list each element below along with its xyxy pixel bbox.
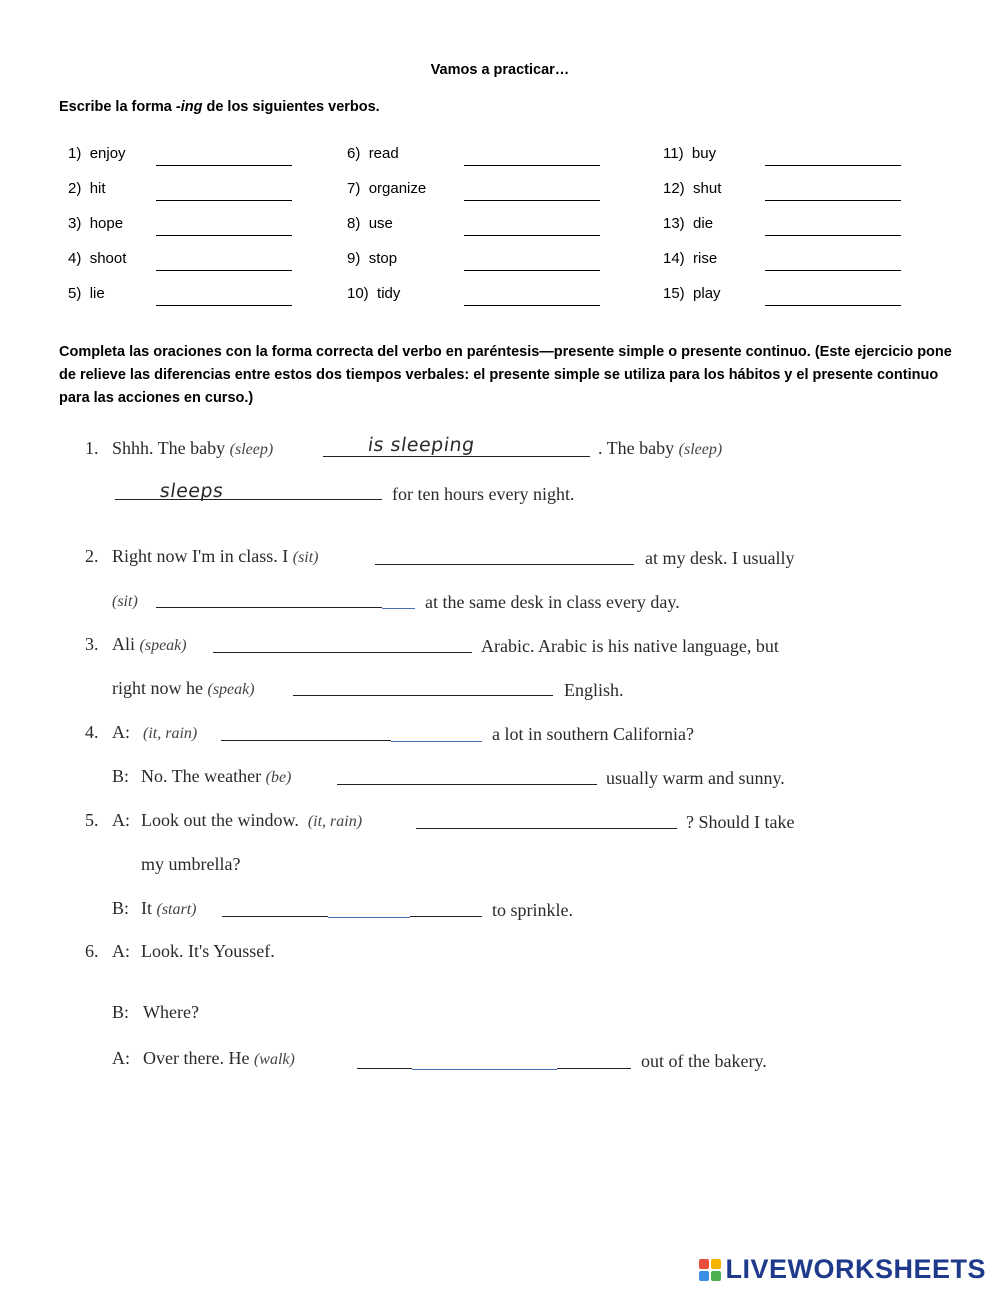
exercise-text: Ali (speak) [112,634,187,654]
verb-item: 9) stop [347,250,398,267]
answer-blank[interactable] [464,270,600,271]
exercise-text: at my desk. I usually [645,548,795,568]
exercise-text: Look. It's Youssef. [141,941,275,961]
exercise-text: . The baby (sleep) [598,438,723,458]
answer-blank[interactable] [412,1069,557,1070]
verb-item: 6) read [347,145,399,162]
exercise-text: English. [564,680,624,700]
exercise-text: Right now I'm in class. I (sit) [112,546,319,566]
verb-item: 1) enjoy [68,145,126,162]
answer-blank[interactable] [221,740,391,741]
speaker-label: B: [112,898,130,918]
exercise-text: my umbrella? [141,854,241,874]
instruction-ing: Escribe la forma -ing de los siguientes verbos. [59,99,380,115]
exercise-text: ? Should I take [686,812,795,832]
answer-blank[interactable] [156,200,292,201]
answer-blank[interactable] [156,607,382,608]
verb-item: 5) lie [68,285,105,302]
exercise-text: Shhh. The baby (sleep) [112,438,274,458]
answer-blank[interactable] [357,1068,412,1069]
verb-item: 12) shut [663,180,722,197]
speaker-label: B: [112,766,130,786]
speaker-label: A: [112,941,130,961]
answer-blank[interactable] [156,305,292,306]
exercise-text: No. The weather (be) [141,766,292,786]
exercise-text: (sit) [112,593,138,610]
verb-item: 13) die [663,215,714,232]
answer-blank[interactable] [382,608,415,609]
answer-blank[interactable] [464,200,600,201]
exercise-text: to sprinkle. [492,900,573,920]
exercise-text: a lot in southern California? [492,724,694,744]
speaker-label: B: [112,1002,130,1022]
answer-blank[interactable] [156,165,292,166]
verb-item: 11) buy [663,145,717,162]
answer-blank[interactable] [765,270,901,271]
handwritten-answer: sleeps [158,480,226,502]
answer-blank[interactable] [464,305,600,306]
speaker-label: A: [112,810,130,830]
verb-item: 4) shoot [68,250,127,267]
exercise-text: Over there. He (walk) [143,1048,295,1068]
answer-blank[interactable] [156,270,292,271]
answer-blank[interactable] [328,917,410,918]
verb-item: 7) organize [347,180,427,197]
exercise-text: Look out the window. (it, rain) [141,810,363,830]
verb-item: 8) use [347,215,393,232]
speaker-label: A: [112,1048,130,1068]
exercise-text: It (start) [141,898,197,918]
exercise-text: for ten hours every night. [392,484,575,504]
exercise-text: at the same desk in class every day. [425,592,680,612]
exercise-text: usually warm and sunny. [606,768,785,788]
verb-item: 3) hope [68,215,124,232]
answer-blank[interactable] [464,235,600,236]
answer-blank[interactable] [765,165,901,166]
exercise-text: out of the bakery. [641,1051,767,1071]
exercise-text: right now he (speak) [112,678,255,698]
exercise-text: (it, rain) [143,725,198,742]
exercise-number: 4. [85,722,99,742]
answer-blank[interactable] [323,456,590,457]
exercise-number: 6. [85,941,99,961]
exercise-number: 1. [85,438,99,458]
speaker-label: A: [112,722,130,742]
answer-blank[interactable] [391,741,482,742]
verb-item: 2) hit [68,180,106,197]
answer-blank[interactable] [765,235,901,236]
exercise-text: Where? [143,1002,199,1022]
answer-blank[interactable] [765,200,901,201]
liveworksheets-logo: LIVEWORKSHEETS [699,1254,986,1285]
answer-blank[interactable] [115,499,382,500]
exercise-number: 3. [85,634,99,654]
exercise-number: 5. [85,810,99,830]
answer-blank[interactable] [464,165,600,166]
verb-item: 15) play [663,285,721,302]
liveworksheets-icon [699,1259,721,1281]
answer-blank[interactable] [375,564,634,565]
exercise-text: Arabic. Arabic is his native language, but [481,636,779,656]
answer-blank[interactable] [293,695,553,696]
page-title: Vamos a practicar… [430,62,570,78]
answer-blank[interactable] [337,784,597,785]
instruction-tenses: Completa las oraciones con la forma correcta del verbo en paréntesis—presente simple o presente continuo. (Este ejercicio pone de relieve las diferencias entre estos dos tiempos verbales: el presente simple se utiliza para los hábitos y el presente continuo para las acciones en curso.) [59,344,952,406]
verb-item: 10) tidy [347,285,401,302]
answer-blank[interactable] [222,916,328,917]
exercise-number: 2. [85,546,99,566]
answer-blank[interactable] [765,305,901,306]
verb-item: 14) rise [663,250,718,267]
answer-blank[interactable] [416,828,677,829]
answer-blank[interactable] [557,1068,631,1069]
answer-blank[interactable] [410,916,482,917]
answer-blank[interactable] [213,652,472,653]
answer-blank[interactable] [156,235,292,236]
handwritten-answer: is sleeping [366,434,477,456]
